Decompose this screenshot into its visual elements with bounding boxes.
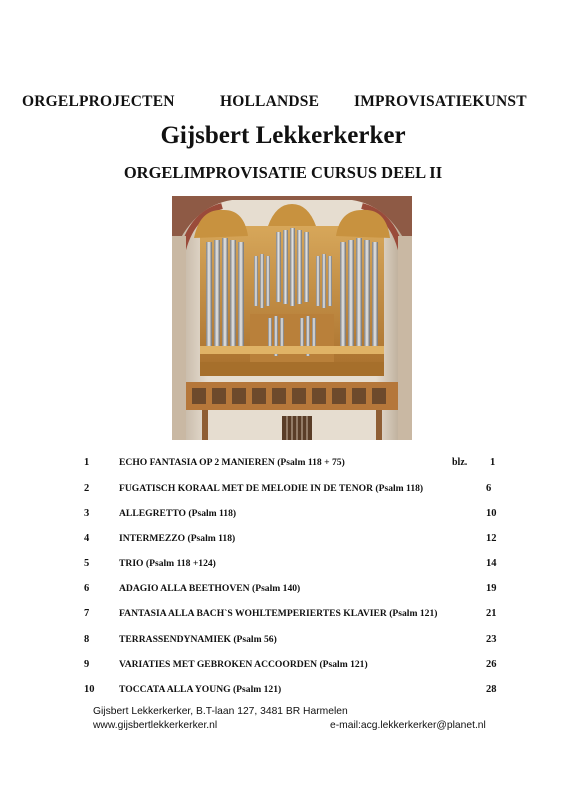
course-title: ORGELIMPROVISATIE CURSUS DEEL II [123,163,443,182]
author-name: Gijsbert Lekkerkerker [160,122,406,149]
toc-number: 2 [84,483,90,494]
toc-title: TOCCATA ALLA YOUNG (Psalm 121) [119,684,282,695]
pipe-field-right [340,238,378,350]
toc-title: ADAGIO ALLA BEETHOVEN (Psalm 140) [119,583,301,594]
header-orgelprojecten: ORGELPROJECTEN [22,93,175,110]
pipe-field-left [206,238,244,350]
header-hollandse: HOLLANDSE [220,93,320,110]
toc-number: 9 [84,659,90,670]
toc-page-number: 6 [486,483,492,494]
toc-number: 10 [84,684,95,695]
toc-page-number: 19 [486,583,497,594]
toc-row [0,533,566,549]
toc-row [0,483,566,499]
toc-title: ALLEGRETTO (Psalm 118) [119,508,237,519]
toc-number: 1 [84,457,90,468]
toc-page-number: 28 [486,684,497,695]
toc-page-number: 21 [486,608,497,619]
toc-number: 7 [84,608,90,619]
toc-title: INTERMEZZO (Psalm 118) [119,533,236,544]
organ-photo [172,196,412,440]
toc-row [0,558,566,574]
toc-page-number: 1 [490,457,496,468]
toc-row [0,684,566,700]
toc-number: 6 [84,583,90,594]
toc-blz-label: blz. [452,457,468,468]
toc-row [0,583,566,599]
footer-website[interactable]: www.gijsbertlekkerkerker.nl [93,720,218,731]
toc-row [0,608,566,624]
toc-title: FUGATISCH KORAAL MET DE MELODIE IN DE TENOR (Psalm 118) [119,483,424,494]
header-improvisatiekunst: IMPROVISATIEKUNST [354,93,527,110]
footer-address: Gijsbert Lekkerkerker, B.T-laan 127, 3481 BR Harmelen [93,706,348,717]
toc-title: ECHO FANTASIA OP 2 MANIEREN (Psalm 118 + 75) [119,457,345,468]
toc-page-number: 23 [486,634,497,645]
toc-row [0,634,566,650]
toc-row [0,508,566,524]
toc-page-number: 10 [486,508,497,519]
toc-title: TERRASSENDYNAMIEK (Psalm 56) [119,634,277,645]
toc-page-number: 26 [486,659,497,670]
toc-number: 4 [84,533,90,544]
toc-page-number: 12 [486,533,497,544]
toc-page-number: 14 [486,558,497,569]
toc-number: 8 [84,634,90,645]
toc-number: 5 [84,558,90,569]
footer-email[interactable]: e-mail:acg.lekkerkerker@planet.nl [330,720,486,731]
toc-number: 3 [84,508,90,519]
toc-row [0,457,566,473]
toc-title: VARIATIES MET GEBROKEN ACCOORDEN (Psalm 121) [119,659,368,670]
toc-title: FANTASIA ALLA BACH`S WOHLTEMPERIERTES KLAVIER (Psalm 121) [119,608,438,619]
toc-title: TRIO (Psalm 118 +124) [119,558,216,569]
toc-row [0,659,566,675]
